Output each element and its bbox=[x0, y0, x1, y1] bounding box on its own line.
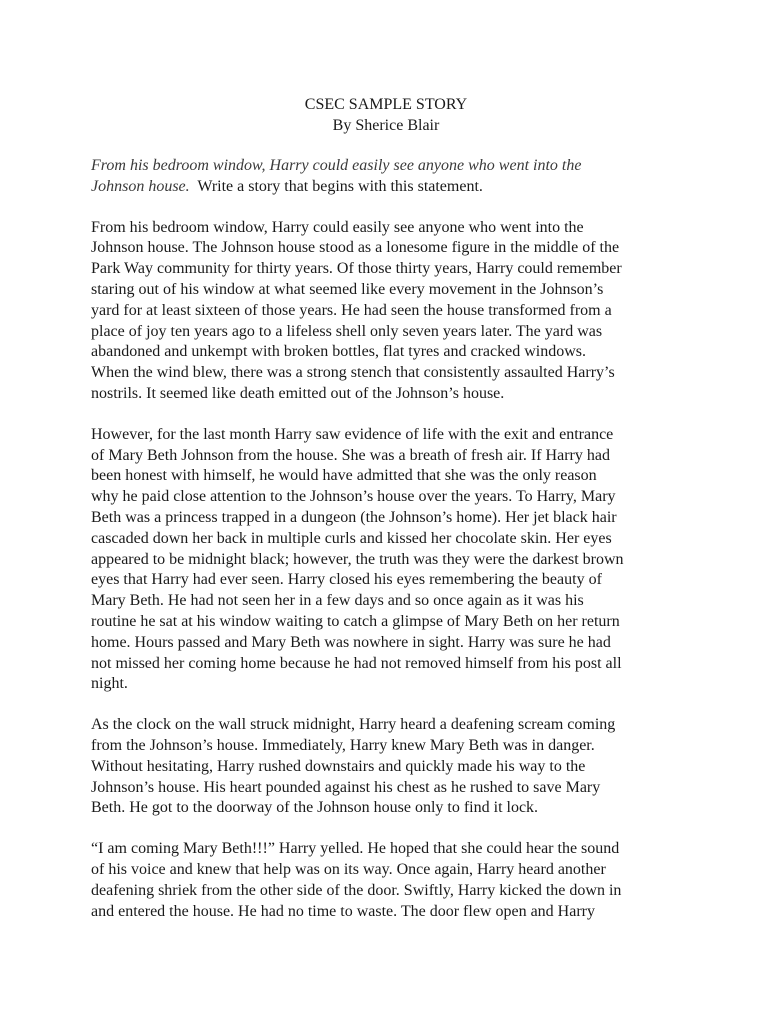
paragraph-line: As the clock on the wall struck midnight, Harry heard a deafening scream coming bbox=[91, 716, 616, 734]
paragraph-line: why he paid close attention to the Johnson’s house over the years. To Harry, Mary bbox=[91, 488, 616, 506]
paragraph-line: cascaded down her back in multiple curls and kissed her chocolate skin. Her eyes bbox=[91, 529, 612, 547]
story-paragraph bbox=[91, 218, 681, 405]
prompt-italic-line-1: From his bedroom window, Harry could easily see anyone who went into the bbox=[91, 157, 582, 174]
paragraph-line: Without hesitating, Harry rushed downstairs and quickly made his way to the bbox=[91, 757, 586, 775]
paragraph-line: abandoned and unkempt with broken bottles, flat tyres and cracked windows. bbox=[91, 343, 586, 361]
story-prompt bbox=[91, 156, 681, 198]
paragraph-line: from the Johnson’s house. Immediately, Harry knew Mary Beth was in danger. bbox=[91, 736, 595, 754]
paragraph-line: of Mary Beth Johnson from the house. She was a breath of fresh air. If Harry had bbox=[91, 446, 610, 464]
paragraph-line: been honest with himself, he would have admitted that she was the only reason bbox=[91, 467, 597, 485]
paragraph-line: deafening shriek from the other side of the door. Swiftly, Harry kicked the down in bbox=[91, 881, 622, 899]
story-body bbox=[91, 218, 681, 923]
paragraph-line: Johnson house. The Johnson house stood as a lonesome figure in the middle of the bbox=[91, 239, 620, 257]
prompt-line bbox=[91, 177, 681, 198]
paragraph-line: not missed her coming home because he had not removed himself from his post all bbox=[91, 654, 622, 672]
paragraph-line: eyes that Harry had ever seen. Harry closed his eyes remembering the beauty of bbox=[91, 571, 602, 589]
paragraph-line: staring out of his window at what seemed like every movement in the Johnson’s bbox=[91, 280, 604, 298]
story-author: By Sherice Blair bbox=[332, 117, 440, 134]
story-title: CSEC SAMPLE STORY bbox=[304, 96, 468, 113]
prompt-italic-line-2: Johnson house. bbox=[91, 177, 190, 195]
title-block bbox=[91, 94, 681, 136]
paragraph-line: home. Hours passed and Mary Beth was nowhere in sight. Harry was sure he had bbox=[91, 633, 611, 651]
paragraph-line: and entered the house. He had no time to waste. The door flew open and Harry bbox=[91, 902, 595, 920]
paragraph-line: routine he sat at his window waiting to catch a glimpse of Mary Beth on her return bbox=[91, 612, 620, 630]
story-paragraph bbox=[91, 839, 681, 922]
paragraph-line: place of joy ten years ago to a lifeless shell only seven years later. The yard was bbox=[91, 322, 603, 340]
paragraph-line: When the wind blew, there was a strong stench that consistently assaulted Harry’s bbox=[91, 364, 615, 382]
paragraph-line: “I am coming Mary Beth!!!” Harry yelled. He hoped that she could hear the sound bbox=[91, 840, 620, 858]
paragraph-line: From his bedroom window, Harry could easily see anyone who went into the bbox=[91, 218, 584, 236]
paragraph-line: appeared to be midnight black; however, the truth was they were the darkest brown bbox=[91, 550, 624, 568]
story-paragraph bbox=[91, 425, 681, 695]
paragraph-line: Park Way community for thirty years. Of those thirty years, Harry could remember bbox=[91, 260, 622, 278]
paragraph-line: night. bbox=[91, 675, 128, 693]
paragraph-line: Beth was a princess trapped in a dungeon (the Johnson’s home). Her jet black hair bbox=[91, 508, 617, 526]
prompt-instruction: Write a story that begins with this statement. bbox=[197, 177, 483, 195]
story-paragraph bbox=[91, 715, 681, 819]
paragraph-line: Beth. He got to the doorway of the Johnson house only to find it lock. bbox=[91, 799, 539, 817]
document-content bbox=[91, 94, 681, 942]
prompt-line bbox=[91, 156, 681, 177]
paragraph-line: nostrils. It seemed like death emitted out of the Johnson’s house. bbox=[91, 384, 505, 402]
paragraph-line: yard for at least sixteen of those years. He had seen the house transformed from a bbox=[91, 301, 612, 319]
paragraph-line: of his voice and knew that help was on its way. Once again, Harry heard another bbox=[91, 860, 606, 878]
paragraph-line: However, for the last month Harry saw evidence of life with the exit and entrance bbox=[91, 425, 614, 443]
paragraph-line: Johnson’s house. His heart pounded against his chest as he rushed to save Mary bbox=[91, 778, 601, 796]
paragraph-line: Mary Beth. He had not seen her in a few days and so once again as it was his bbox=[91, 592, 584, 610]
